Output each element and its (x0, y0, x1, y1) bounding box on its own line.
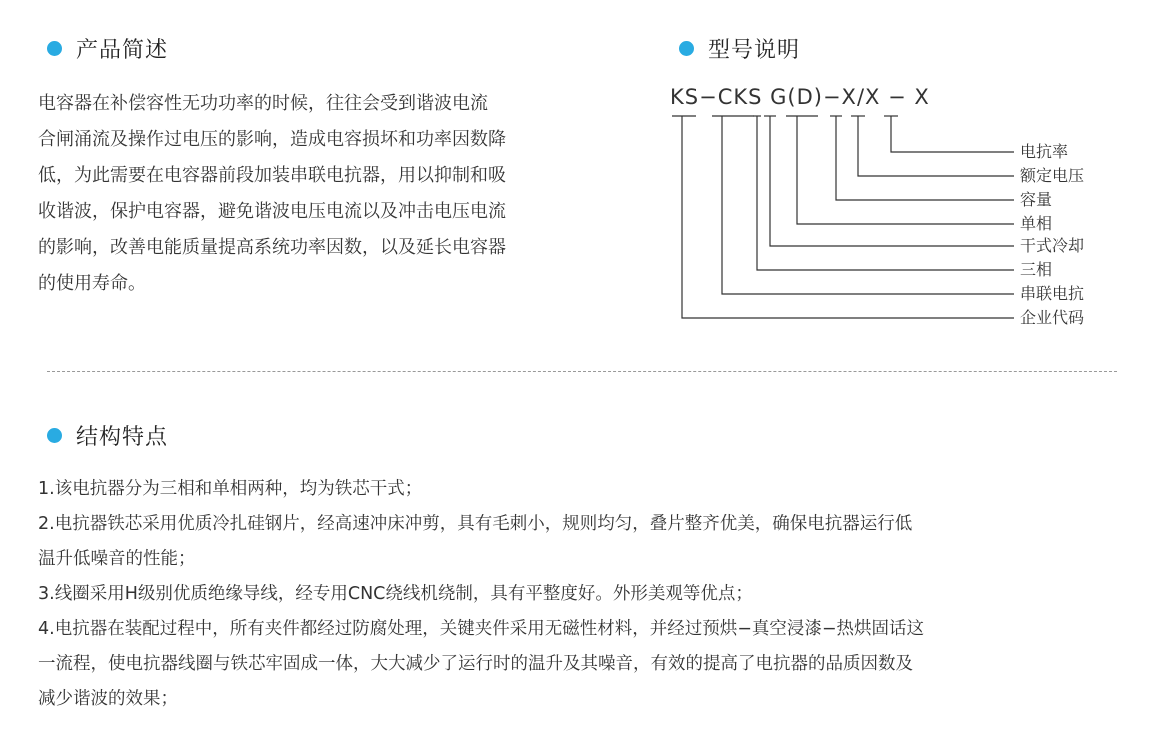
overview-body (38, 86, 618, 302)
overview-line: 收谐波，保护电容器，避免谐波电压电流以及冲击电压电流 (38, 201, 506, 222)
feature-line: 减少谐波的效果； (38, 689, 178, 709)
overview-heading (47, 33, 168, 64)
structure-body (38, 472, 1128, 717)
model-title: 型号说明 (708, 38, 801, 63)
overview-line: 电容器在补偿容性无功功率的时候，往往会受到谐波电流 (38, 93, 488, 114)
overview-title: 产品简述 (76, 38, 169, 63)
overview-line: 合闸涌流及操作过电压的影响，造成电容损坏和功率因数降 (38, 129, 506, 150)
model-code: KS−CKS G(D)−X/X − X (670, 85, 930, 109)
model-label-capacity: 容量 (1020, 190, 1053, 209)
feature-line: 2.电抗器铁芯采用优质冷扎硅钢片，经高速冲床冲剪，具有毛刺小，规则均匀，叠片整齐优美，确保电抗器运行低 (38, 514, 913, 534)
structure-heading (47, 420, 168, 451)
model-label-dry-cooling: 干式冷却 (1020, 236, 1085, 255)
overview-line: 低，为此需要在电容器前段加装串联电抗器，用以抑制和吸 (38, 165, 506, 186)
bullet-dot-icon (47, 41, 62, 56)
feature-line: 4.电抗器在装配过程中，所有夹件都经过防腐处理，关键夹件采用无磁性材料，并经过预烘−真空浸漆−热烘固话这 (38, 619, 925, 639)
overview-line: 的使用寿命。 (38, 273, 146, 294)
structure-title: 结构特点 (76, 425, 169, 450)
model-label-rated-voltage: 额定电压 (1020, 166, 1085, 185)
bullet-dot-icon (47, 428, 62, 443)
model-label-single-phase: 单相 (1020, 214, 1053, 233)
feature-line: 温升低噪音的性能； (38, 549, 196, 569)
model-heading (679, 33, 800, 64)
section-divider (47, 371, 1117, 372)
model-label-reactance-rate: 电抗率 (1020, 142, 1069, 161)
model-label-series-reactor: 串联电抗 (1020, 284, 1085, 303)
model-label-company-code: 企业代码 (1020, 308, 1085, 327)
feature-line: 3.线圈采用H级别优质绝缘导线，经专用CNC绕线机绕制，具有平整度好。外形美观等优点； (38, 584, 753, 604)
feature-line: 1.该电抗器分为三相和单相两种，均为铁芯干式； (38, 479, 423, 499)
model-label-three-phase: 三相 (1020, 260, 1053, 279)
overview-line: 的影响，改善电能质量提高系统功率因数，以及延长电容器 (38, 237, 506, 258)
bullet-dot-icon (679, 41, 694, 56)
feature-line: 一流程，使电抗器线圈与铁芯牢固成一体，大大减少了运行时的温升及其噪音，有效的提高了电抗器的品质因数及 (38, 654, 913, 674)
model-diagram (640, 80, 1120, 340)
